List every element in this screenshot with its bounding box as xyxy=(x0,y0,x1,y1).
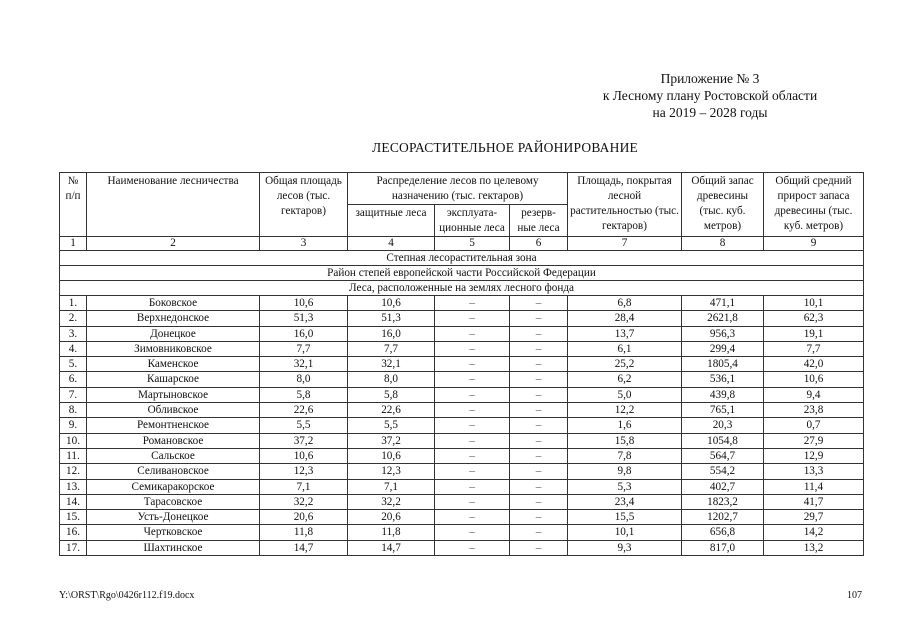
average-growth: 12,9 xyxy=(764,448,864,463)
operational-forests: – xyxy=(435,357,510,372)
average-growth: 14,2 xyxy=(764,525,864,540)
average-growth: 41,7 xyxy=(764,494,864,509)
header-distribution: Распределение лесов по целевому назначению (тыс. гектаров) xyxy=(348,173,568,205)
forestry-name: Усть-Донецкое xyxy=(87,510,260,525)
timber-stock: 765,1 xyxy=(682,403,764,418)
covered-area: 28,4 xyxy=(568,311,682,326)
header-protective: защитные леса xyxy=(348,205,435,237)
timber-stock: 471,1 xyxy=(682,296,764,311)
average-growth: 11,4 xyxy=(764,479,864,494)
protective-forests: 7,1 xyxy=(348,479,435,494)
header-stock: Общий запас древесины (тыс. куб. метров) xyxy=(682,173,764,237)
forestry-name: Кашарское xyxy=(87,372,260,387)
timber-stock: 2621,8 xyxy=(682,311,764,326)
forestry-name: Тарасовское xyxy=(87,494,260,509)
total-area: 8,0 xyxy=(260,372,348,387)
covered-area: 15,5 xyxy=(568,510,682,525)
appendix-header xyxy=(560,70,860,121)
protective-forests: 11,8 xyxy=(348,525,435,540)
reserve-forests: – xyxy=(510,540,568,555)
timber-stock: 656,8 xyxy=(682,525,764,540)
column-number-row xyxy=(60,237,864,251)
row-number: 2. xyxy=(60,311,87,326)
header-name: Наименование лесничества xyxy=(87,173,260,237)
operational-forests: – xyxy=(435,479,510,494)
reserve-forests: – xyxy=(510,403,568,418)
total-area: 10,6 xyxy=(260,448,348,463)
protective-forests: 37,2 xyxy=(348,433,435,448)
column-number: 6 xyxy=(510,237,568,251)
timber-stock: 956,3 xyxy=(682,326,764,341)
protective-forests: 5,5 xyxy=(348,418,435,433)
table-row xyxy=(60,540,864,555)
timber-stock: 554,2 xyxy=(682,464,764,479)
forestry-name: Семикаракорское xyxy=(87,479,260,494)
total-area: 32,2 xyxy=(260,494,348,509)
column-number: 8 xyxy=(682,237,764,251)
covered-area: 12,2 xyxy=(568,403,682,418)
operational-forests: – xyxy=(435,403,510,418)
average-growth: 10,1 xyxy=(764,296,864,311)
average-growth: 23,8 xyxy=(764,403,864,418)
forestry-name: Обливское xyxy=(87,403,260,418)
reserve-forests: – xyxy=(510,372,568,387)
protective-forests: 22,6 xyxy=(348,403,435,418)
timber-stock: 536,1 xyxy=(682,372,764,387)
reserve-forests: – xyxy=(510,448,568,463)
header-operational: эксплуата-ционные леса xyxy=(435,205,510,237)
zone-row xyxy=(60,251,864,266)
protective-forests: 8,0 xyxy=(348,372,435,387)
operational-forests: – xyxy=(435,448,510,463)
column-number: 7 xyxy=(568,237,682,251)
header-growth: Общий средний прирост запаса древесины (тыс. куб. метров) xyxy=(764,173,864,237)
total-area: 5,5 xyxy=(260,418,348,433)
table-body xyxy=(60,237,864,556)
operational-forests: – xyxy=(435,464,510,479)
covered-area: 10,1 xyxy=(568,525,682,540)
table-row xyxy=(60,311,864,326)
total-area: 14,7 xyxy=(260,540,348,555)
covered-area: 5,3 xyxy=(568,479,682,494)
column-number: 5 xyxy=(435,237,510,251)
average-growth: 42,0 xyxy=(764,357,864,372)
protective-forests: 20,6 xyxy=(348,510,435,525)
forest-zoning-table xyxy=(59,172,864,556)
table-row xyxy=(60,326,864,341)
row-number: 15. xyxy=(60,510,87,525)
reserve-forests: – xyxy=(510,464,568,479)
row-number: 9. xyxy=(60,418,87,433)
protective-forests: 51,3 xyxy=(348,311,435,326)
covered-area: 15,8 xyxy=(568,433,682,448)
total-area: 7,1 xyxy=(260,479,348,494)
operational-forests: – xyxy=(435,387,510,402)
timber-stock: 1805,4 xyxy=(682,357,764,372)
covered-area: 1,6 xyxy=(568,418,682,433)
total-area: 32,1 xyxy=(260,357,348,372)
timber-stock: 402,7 xyxy=(682,479,764,494)
forestry-name: Мартыновское xyxy=(87,387,260,402)
protective-forests: 12,3 xyxy=(348,464,435,479)
total-area: 11,8 xyxy=(260,525,348,540)
operational-forests: – xyxy=(435,326,510,341)
table-row xyxy=(60,296,864,311)
forestry-name: Чертковское xyxy=(87,525,260,540)
column-number: 1 xyxy=(60,237,87,251)
header-area: Общая площадь лесов (тыс. гектаров) xyxy=(260,173,348,237)
average-growth: 62,3 xyxy=(764,311,864,326)
row-number: 3. xyxy=(60,326,87,341)
column-number: 3 xyxy=(260,237,348,251)
total-area: 12,3 xyxy=(260,464,348,479)
covered-area: 5,0 xyxy=(568,387,682,402)
total-area: 51,3 xyxy=(260,311,348,326)
timber-stock: 439,8 xyxy=(682,387,764,402)
timber-stock: 1202,7 xyxy=(682,510,764,525)
reserve-forests: – xyxy=(510,341,568,356)
row-number: 1. xyxy=(60,296,87,311)
total-area: 20,6 xyxy=(260,510,348,525)
row-number: 12. xyxy=(60,464,87,479)
forestry-name: Романовское xyxy=(87,433,260,448)
total-area: 37,2 xyxy=(260,433,348,448)
forestry-name: Зимовниковское xyxy=(87,341,260,356)
covered-area: 9,8 xyxy=(568,464,682,479)
reserve-forests: – xyxy=(510,387,568,402)
covered-area: 6,2 xyxy=(568,372,682,387)
appendix-line-2: к Лесному плану Ростовской области xyxy=(602,88,818,103)
forestry-name: Сальское xyxy=(87,448,260,463)
table-row xyxy=(60,418,864,433)
reserve-forests: – xyxy=(510,418,568,433)
forestry-name: Ремонтненское xyxy=(87,418,260,433)
total-area: 22,6 xyxy=(260,403,348,418)
reserve-forests: – xyxy=(510,525,568,540)
average-growth: 10,6 xyxy=(764,372,864,387)
category-label: Леса, расположенные на землях лесного фонда xyxy=(60,281,864,296)
total-area: 7,7 xyxy=(260,341,348,356)
timber-stock: 564,7 xyxy=(682,448,764,463)
protective-forests: 5,8 xyxy=(348,387,435,402)
table-row xyxy=(60,403,864,418)
column-number: 9 xyxy=(764,237,864,251)
operational-forests: – xyxy=(435,540,510,555)
row-number: 13. xyxy=(60,479,87,494)
table-row xyxy=(60,448,864,463)
covered-area: 7,8 xyxy=(568,448,682,463)
header-reserve: резерв-ные леса xyxy=(510,205,568,237)
operational-forests: – xyxy=(435,311,510,326)
covered-area: 6,1 xyxy=(568,341,682,356)
average-growth: 9,4 xyxy=(764,387,864,402)
table-row xyxy=(60,479,864,494)
protective-forests: 16,0 xyxy=(348,326,435,341)
covered-area: 13,7 xyxy=(568,326,682,341)
row-number: 7. xyxy=(60,387,87,402)
reserve-forests: – xyxy=(510,311,568,326)
protective-forests: 10,6 xyxy=(348,448,435,463)
table-row xyxy=(60,510,864,525)
timber-stock: 1054,8 xyxy=(682,433,764,448)
row-number: 4. xyxy=(60,341,87,356)
operational-forests: – xyxy=(435,494,510,509)
table-row xyxy=(60,387,864,402)
table-row xyxy=(60,372,864,387)
table-row xyxy=(60,357,864,372)
zone-label: Степная лесорастительная зона xyxy=(60,251,864,266)
total-area: 10,6 xyxy=(260,296,348,311)
row-number: 6. xyxy=(60,372,87,387)
column-number: 4 xyxy=(348,237,435,251)
row-number: 16. xyxy=(60,525,87,540)
total-area: 5,8 xyxy=(260,387,348,402)
protective-forests: 32,1 xyxy=(348,357,435,372)
row-number: 5. xyxy=(60,357,87,372)
table-row xyxy=(60,464,864,479)
reserve-forests: – xyxy=(510,433,568,448)
table-row xyxy=(60,525,864,540)
document-title: ЛЕСОРАСТИТЕЛЬНОЕ РАЙОНИРОВАНИЕ xyxy=(372,140,638,155)
operational-forests: – xyxy=(435,525,510,540)
covered-area: 25,2 xyxy=(568,357,682,372)
average-growth: 19,1 xyxy=(764,326,864,341)
average-growth: 29,7 xyxy=(764,510,864,525)
operational-forests: – xyxy=(435,296,510,311)
file-path: Y:\ORST\Rgo\0426r112.f19.docx xyxy=(59,590,195,601)
operational-forests: – xyxy=(435,341,510,356)
protective-forests: 32,2 xyxy=(348,494,435,509)
row-number: 11. xyxy=(60,448,87,463)
timber-stock: 1823,2 xyxy=(682,494,764,509)
row-number: 10. xyxy=(60,433,87,448)
region-row xyxy=(60,266,864,281)
table-row xyxy=(60,341,864,356)
table-row xyxy=(60,494,864,509)
timber-stock: 299,4 xyxy=(682,341,764,356)
appendix-line-1: Приложение № 3 xyxy=(660,71,760,86)
operational-forests: – xyxy=(435,510,510,525)
average-growth: 13,2 xyxy=(764,540,864,555)
forestry-name: Боковское xyxy=(87,296,260,311)
row-number: 8. xyxy=(60,403,87,418)
forestry-name: Селивановское xyxy=(87,464,260,479)
row-number: 17. xyxy=(60,540,87,555)
header-num: № п/п xyxy=(60,173,87,237)
timber-stock: 20,3 xyxy=(682,418,764,433)
header-covered: Площадь, покрытая лесной растительностью (тыс. гектаров) xyxy=(568,173,682,237)
region-label: Район степей европейской части Российской Федерации xyxy=(60,266,864,281)
forestry-name: Каменское xyxy=(87,357,260,372)
operational-forests: – xyxy=(435,372,510,387)
covered-area: 9,3 xyxy=(568,540,682,555)
appendix-line-3: на 2019 – 2028 годы xyxy=(652,105,768,120)
reserve-forests: – xyxy=(510,326,568,341)
forestry-name: Верхнедонское xyxy=(87,311,260,326)
timber-stock: 817,0 xyxy=(682,540,764,555)
table-header xyxy=(60,173,864,237)
reserve-forests: – xyxy=(510,479,568,494)
protective-forests: 7,7 xyxy=(348,341,435,356)
protective-forests: 14,7 xyxy=(348,540,435,555)
covered-area: 6,8 xyxy=(568,296,682,311)
total-area: 16,0 xyxy=(260,326,348,341)
column-number: 2 xyxy=(87,237,260,251)
operational-forests: – xyxy=(435,433,510,448)
operational-forests: – xyxy=(435,418,510,433)
forestry-name: Донецкое xyxy=(87,326,260,341)
average-growth: 7,7 xyxy=(764,341,864,356)
covered-area: 23,4 xyxy=(568,494,682,509)
row-number: 14. xyxy=(60,494,87,509)
forestry-name: Шахтинское xyxy=(87,540,260,555)
reserve-forests: – xyxy=(510,494,568,509)
reserve-forests: – xyxy=(510,296,568,311)
table-row xyxy=(60,433,864,448)
average-growth: 0,7 xyxy=(764,418,864,433)
page-number: 107 xyxy=(847,590,862,601)
average-growth: 27,9 xyxy=(764,433,864,448)
reserve-forests: – xyxy=(510,510,568,525)
reserve-forests: – xyxy=(510,357,568,372)
average-growth: 13,3 xyxy=(764,464,864,479)
protective-forests: 10,6 xyxy=(348,296,435,311)
category-row xyxy=(60,281,864,296)
